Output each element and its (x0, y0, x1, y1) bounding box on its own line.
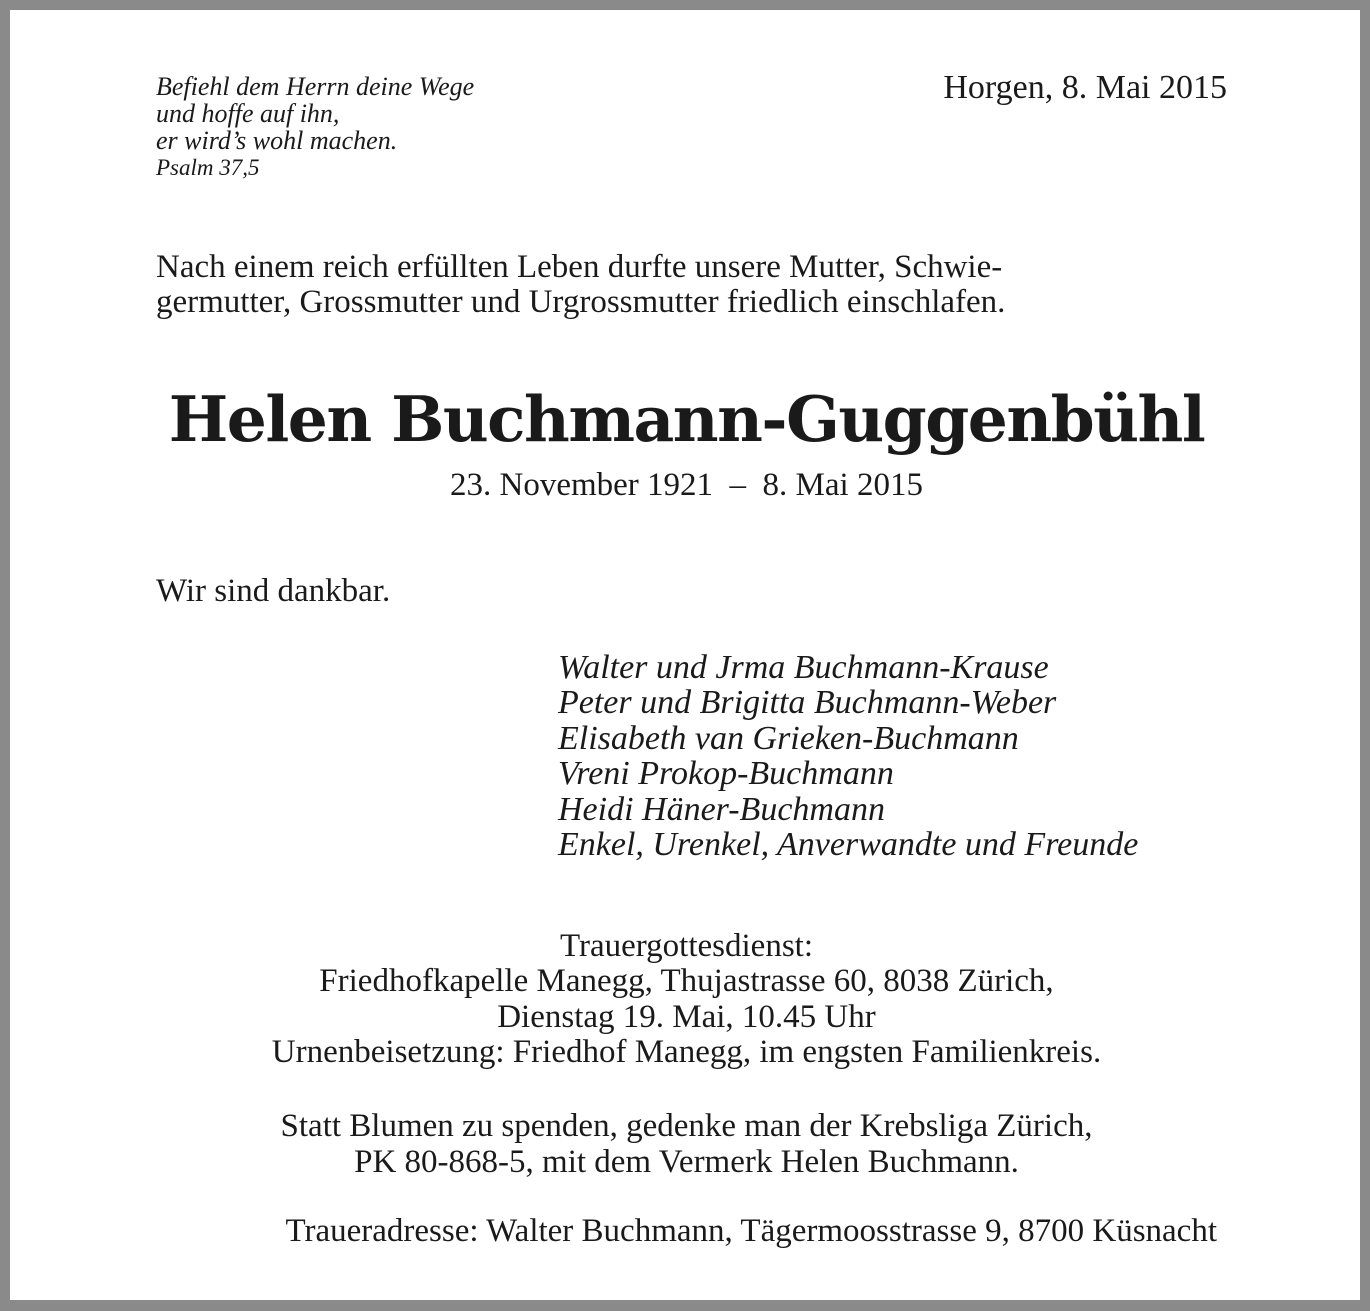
place-and-date: Horgen, 8. Mai 2015 (943, 69, 1227, 106)
intro-line: germutter, Grossmutter und Urgrossmutter friedlich einschlafen. (156, 284, 1006, 320)
mourner-entry: Vreni Prokop-Buchmann (558, 755, 894, 793)
service-heading: Trauergottesdienst: (560, 928, 813, 964)
verse-reference: Psalm 37,5 (156, 155, 260, 180)
mourner-entry: Elisabeth van Grieken-Buchmann (558, 719, 1019, 757)
verse-line: und hoffe auf ihn, (156, 99, 340, 128)
donation-line: Statt Blumen zu spenden, gedenke man der Krebsliga Zürich, (280, 1108, 1093, 1144)
mourning-address: Traueradresse: Walter Buchmann, Tägermoosstrasse 9, 8700 Küsnacht (285, 1213, 1217, 1249)
funeral-service-info (156, 929, 1217, 1070)
thanks-text: Wir sind dankbar. (156, 573, 391, 609)
life-dates: 23. November 1921 – 8. Mai 2015 (450, 467, 923, 503)
donation-note (156, 1108, 1217, 1180)
obituary-page (10, 10, 1360, 1300)
mourner-entry: Heidi Häner-Buchmann (558, 790, 885, 828)
mourner-entry: Enkel, Urenkel, Anverwandte und Freunde (558, 826, 1139, 864)
verse-line: er wird’s wohl machen. (156, 126, 398, 155)
mourner-entry: Walter und Jrma Buchmann-Krause (558, 649, 1049, 686)
intro-paragraph (156, 250, 1217, 320)
intro-line: Nach einem reich erfüllten Leben durfte unsere Mutter, Schwie- (156, 249, 1003, 285)
verse-line: Befiehl dem Herrn deine Wege (156, 72, 475, 101)
bible-verse (156, 73, 474, 181)
service-location: Friedhofkapelle Manegg, Thujastrasse 60, 8038 Zürich, (319, 963, 1054, 1000)
donation-line: PK 80-868-5, mit dem Vermerk Helen Buchmann. (354, 1144, 1019, 1180)
service-time: Dienstag 19. Mai, 10.45 Uhr (497, 998, 876, 1035)
mourner-entry: Peter und Brigitta Buchmann-Weber (558, 684, 1057, 722)
mourners-list (558, 650, 1138, 862)
burial-info: Urnenbeisetzung: Friedhof Manegg, im engsten Familienkreis. (271, 1033, 1102, 1070)
deceased-name: Helen Buchmann-Guggenbühl (168, 382, 1205, 456)
